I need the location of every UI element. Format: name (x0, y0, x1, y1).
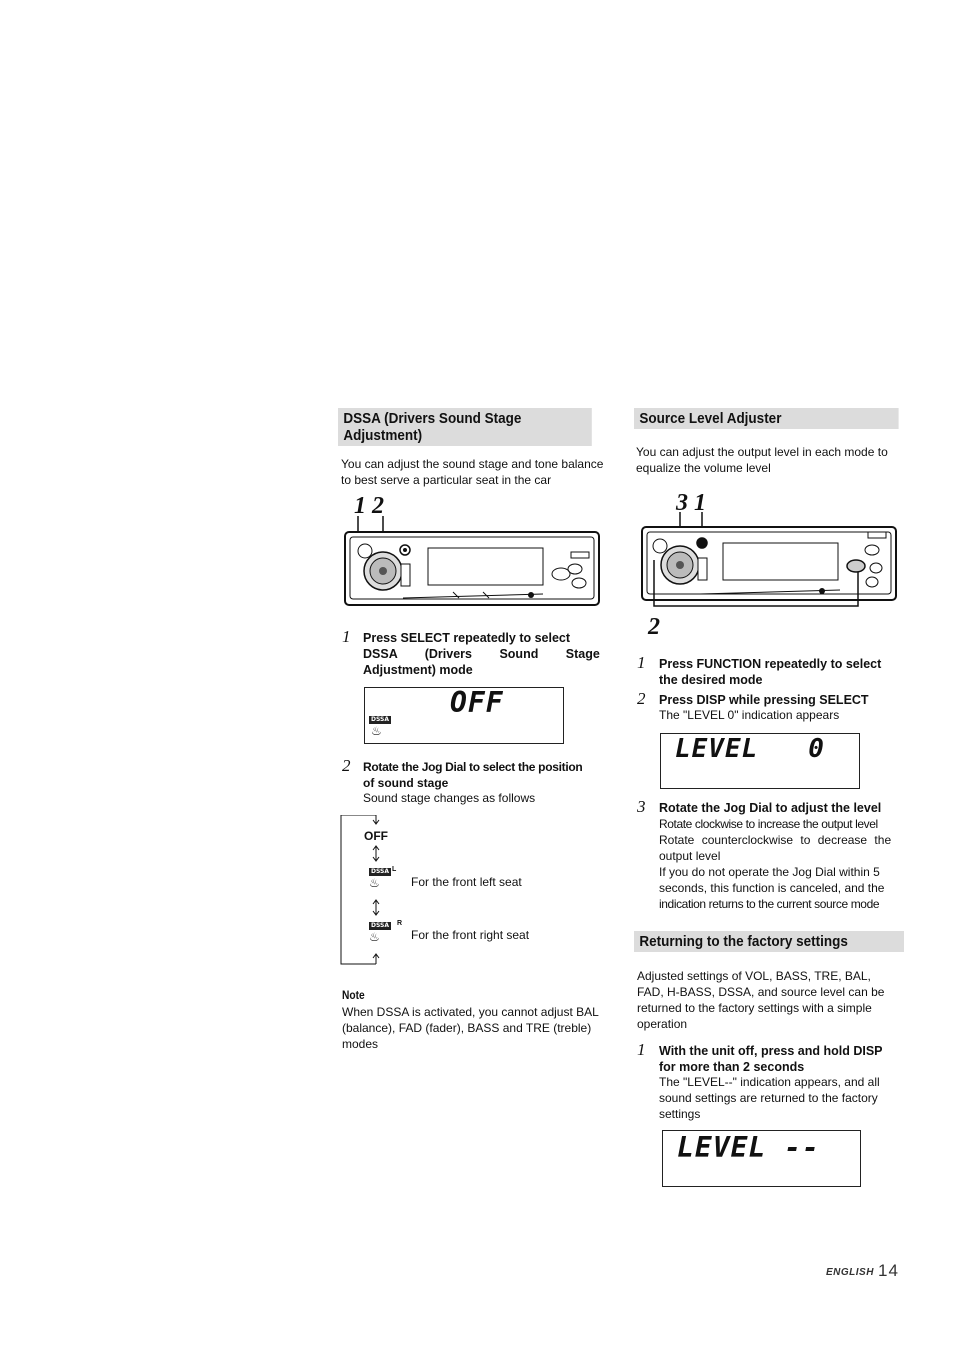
source-level-callout-top: 3 1 (676, 490, 706, 516)
source-level-intro-line2: equalize the volume level (636, 461, 771, 475)
note-title: Note (342, 988, 365, 1002)
dssa-badge: DSSA (371, 716, 389, 723)
source-step2-text: Press DISP while pressing SELECT (659, 693, 869, 707)
lcd-level-0-text: LEVEL 0 (675, 734, 825, 764)
dssa-heading (338, 408, 592, 446)
car-stereo-illustration-right (640, 510, 900, 610)
source-step3-line5: seconds, this function is canceled, and the (659, 881, 885, 895)
lcd-display-level-dashes (662, 1130, 861, 1187)
note-line3: modes (342, 1037, 379, 1051)
lcd-off-text: OFF (450, 686, 504, 719)
seat-icon-right: ♨ (369, 930, 380, 944)
lcd-display-level-0 (660, 733, 860, 789)
factory-step1-desc-line1: The "LEVEL--" indication appears, and all (659, 1075, 880, 1089)
factory-intro-line4: operation (637, 1017, 688, 1031)
source-step2-number: 2 (637, 689, 646, 708)
footer-page-number: 14 (878, 1261, 899, 1280)
factory-step1-text (659, 1043, 904, 1075)
dssa-step1-line2: DSSA (Drivers Sound Stage (363, 647, 600, 661)
source-step3-line1: Rotate clockwise to increase the output level (659, 817, 878, 831)
seat-icon: ♨ (371, 724, 382, 738)
dssa-callout: 1 2 (354, 493, 384, 519)
sequence-dssa-badge-left: DSSA (371, 868, 389, 875)
source-step3-line2: Rotate counterclockwise to decrease the (659, 833, 892, 847)
factory-step1-line1: With the unit off, press and hold DISP (659, 1044, 883, 1058)
source-level-intro-line1: You can adjust the output level in each mode to (636, 445, 888, 459)
source-step1-line1: Press FUNCTION repeatedly to select (659, 657, 882, 671)
source-step3-number: 3 (637, 797, 646, 816)
seat-icon-left: ♨ (369, 876, 380, 890)
lcd-level-dashes-text: LEVEL -- (677, 1131, 820, 1164)
factory-step1-desc (659, 1074, 904, 1122)
dssa-step2-line2: of sound stage (363, 776, 449, 790)
sequence-l-marker: L (392, 866, 397, 873)
sequence-left-desc: For the front left seat (411, 875, 522, 889)
dssa-step1-line3: Adjustment) mode (363, 663, 473, 677)
source-step3-text: Rotate the Jog Dial to adjust the level (659, 801, 882, 815)
dssa-step1-line1: Press SELECT repeatedly to select (363, 631, 571, 645)
dssa-heading-line1: DSSA (Drivers Sound Stage (343, 410, 522, 427)
note-line2: (balance), FAD (fader), BASS and TRE (treble) (342, 1021, 592, 1035)
sequence-r-marker: R (397, 920, 403, 927)
source-level-callout-bottom: 2 (648, 614, 660, 640)
note-line1: When DSSA is activated, you cannot adjust BAL (342, 1005, 599, 1019)
car-stereo-illustration-left (343, 514, 603, 610)
factory-step1-number: 1 (637, 1040, 646, 1059)
dssa-intro-line2: to best serve a particular seat in the car (341, 473, 552, 487)
dssa-step2-text (363, 759, 608, 791)
source-step3-line3: output level (659, 849, 721, 863)
dssa-step2-line1: Rotate the Jog Dial to select the position (363, 760, 583, 774)
dssa-step1-number: 1 (342, 627, 351, 646)
sequence-dssa-badge-right: DSSA (371, 922, 389, 929)
source-step3-desc (659, 816, 904, 912)
source-step1-line2: the desired mode (659, 673, 763, 687)
factory-settings-heading: Returning to the factory settings (634, 931, 904, 952)
note-text (342, 1004, 612, 1052)
factory-intro-line2: FAD, H-BASS, DSSA, and source level can be (637, 985, 885, 999)
dssa-step2-desc: Sound stage changes as follows (363, 791, 536, 805)
footer-language: ENGLISH (826, 1267, 874, 1278)
source-level-intro (636, 444, 906, 476)
dssa-intro-line1: You can adjust the sound stage and tone balance (341, 457, 604, 471)
sequence-off: OFF (364, 829, 388, 843)
dssa-heading-line2: Adjustment) (343, 427, 423, 444)
dssa-step1-text (363, 630, 603, 678)
source-step2-desc: The "LEVEL 0" indication appears (659, 708, 840, 722)
source-step1-number: 1 (637, 653, 646, 672)
source-step3-line6: indication returns to the current source mode (659, 897, 880, 911)
dssa-step2-number: 2 (342, 756, 351, 775)
factory-settings-intro (637, 968, 902, 1032)
factory-intro-line1: Adjusted settings of VOL, BASS, TRE, BAL, (637, 969, 871, 983)
lcd-display-off (364, 687, 564, 744)
source-level-heading: Source Level Adjuster (634, 408, 899, 429)
source-step3-line4: If you do not operate the Jog Dial within 5 (659, 865, 880, 879)
source-step1-text (659, 656, 904, 688)
factory-step1-line2: for more than 2 seconds (659, 1060, 805, 1074)
factory-intro-line3: returned to the factory settings with a simple (637, 1001, 872, 1015)
sequence-right-desc: For the front right seat (411, 928, 530, 942)
factory-step1-desc-line2: sound settings are returned to the factory (659, 1091, 878, 1105)
dssa-intro (341, 456, 611, 488)
factory-step1-desc-line3: settings (659, 1107, 701, 1121)
